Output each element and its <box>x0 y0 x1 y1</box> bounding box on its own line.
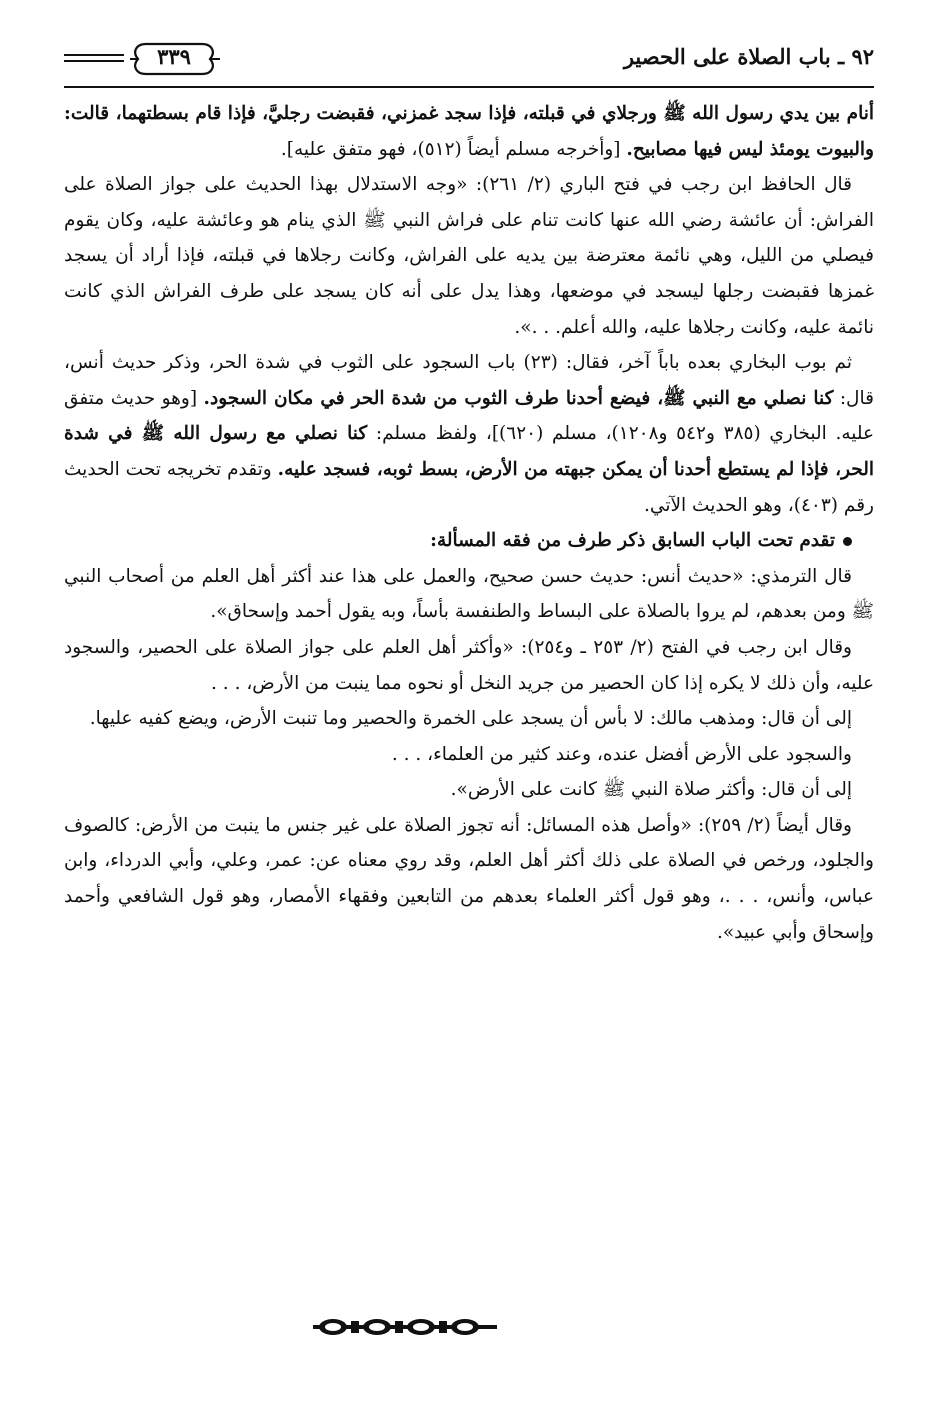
header-rule-lines <box>64 54 124 66</box>
hadith-text-3: كنا نصلي مع رسول الله ﷺ في شدة الحر، فإذا لم يستطع أحدنا أن يمكن جبهته من الأرض، بسط ثوبه، فسجد عليه. <box>64 423 874 480</box>
running-header <box>64 40 874 88</box>
chapter-title: ٩٢ ـ باب الصلاة على الحصير <box>623 44 874 69</box>
main-text <box>64 96 874 950</box>
takhrij-note-2: [وهو حديث متفق عليه. البخاري (٣٨٥ و٥٤٢ و١٢٠٨)، مسلم (٦٢٠)]، ولفظ مسلم: <box>64 387 874 445</box>
paragraph-7: والسجود على الأرض أفضل عنده، وعند كثير من العلماء، . . . <box>391 743 852 765</box>
paragraph-9: وقال أيضاً (٢/ ٢٥٩): «وأصل هذه المسائل: أنه تجوز الصلاة على غير جنس ما ينبت من الأرض: كالصوف والجلود، ورخص في الصلاة على ذلك أكثر أهل العلم، وقد روي معناه عن: عمر، وعلي، وأبي الدرداء، وابن عباس، وأنس، . . .، وهو قول أكثر العلماء بعدهم من التابعين وفقهاء الأمصار، وهو قول الشافعي وأحمد وإسحاق وأبي عبيد». <box>64 814 874 943</box>
paragraph-4: قال الترمذي: «حديث أنس: حديث حسن صحيح، والعمل على هذا عند أكثر أهل العلم من أصحاب النبي ﷺ ومن بعدهم، لم يروا بالصلاة على البساط والطنفسة بأساً، وبه يقول أحمد وإسحاق». <box>64 565 874 623</box>
takhrij-note: [وأخرجه مسلم أيضاً (٥١٢)، فهو متفق عليه]. <box>280 138 627 160</box>
paragraph-6: إلى أن قال: ومذهب مالك: لا بأس أن يسجد على الخمرة والحصير وما تنبت الأرض، ويضع كفيه عليها. <box>89 708 852 730</box>
page-number: ٣٣٩ <box>157 44 191 69</box>
paragraph-2: قال الحافظ ابن رجب في فتح الباري (٢/ ٢٦١): «وجه الاستدلال بهذا الحديث على جواز الصلاة على الفراش: أن عائشة رضي الله عنها كانت تنام على فراش النبي ﷺ الذي ينام هو وعائشة عليه، وكان يقوم فيصلي من الليل، وهي نائمة معترضة بين يديه على الفراش، وكانت رجلاها في قبلته، فإذا أراد أن يسجد غمزها فقبضت رجلها ليسجد في موضعها، وهذا يدل على أنه كان يسجد على طرف الفراش الذي كانت نائمة عليه، وكانت رجلاها عليه، والله أعلم. . .». <box>64 174 874 338</box>
paragraph-5: وقال ابن رجب في الفتح (٢/ ٢٥٣ ـ و٢٥٤): «وأكثر أهل العلم على جواز الصلاة على الحصير، والسجود عليه، وأن ذلك لا يكره إذا كان الحصير من جريد النخل أو نحوه مما ينبت من الأرض، . . . <box>64 636 874 694</box>
paragraph-3-intro: ثم بوب البخاري بعده باباً آخر، فقال: (٢٣) باب السجود على الثوب في شدة الحر، وذكر حديث أنس، قال: <box>64 352 874 409</box>
paragraph-1 <box>64 96 874 167</box>
bullet-icon <box>843 537 852 546</box>
paragraph-8: إلى أن قال: وأكثر صلاة النبي ﷺ كانت على الأرض». <box>450 779 852 801</box>
hadith-text-2: كنا نصلي مع النبي ﷺ، فيضع أحدنا طرف الثوب من شدة الحر في مكان السجود. <box>203 387 834 409</box>
section-heading-text: تقدم تحت الباب السابق ذكر طرف من فقه المسألة: <box>430 530 835 552</box>
paragraph-3-end: وتقدم تخريجه تحت الحديث رقم (٤٠٣)، وهو الحديث الآتي. <box>64 458 874 516</box>
book-page <box>64 40 874 1370</box>
hadith-text: أنام بين يدي رسول الله ﷺ ورجلاي في قبلته، فإذا سجد غمزني، فقبضت رجليَّ، فإذا قام بسطتهما، قالت: والبيوت يومئذ ليس فيها مصابيح. <box>64 103 874 160</box>
paragraph-3 <box>64 345 874 523</box>
section-heading <box>64 523 874 559</box>
page-number-badge <box>128 40 220 78</box>
footer-ornament-icon <box>305 1316 505 1338</box>
